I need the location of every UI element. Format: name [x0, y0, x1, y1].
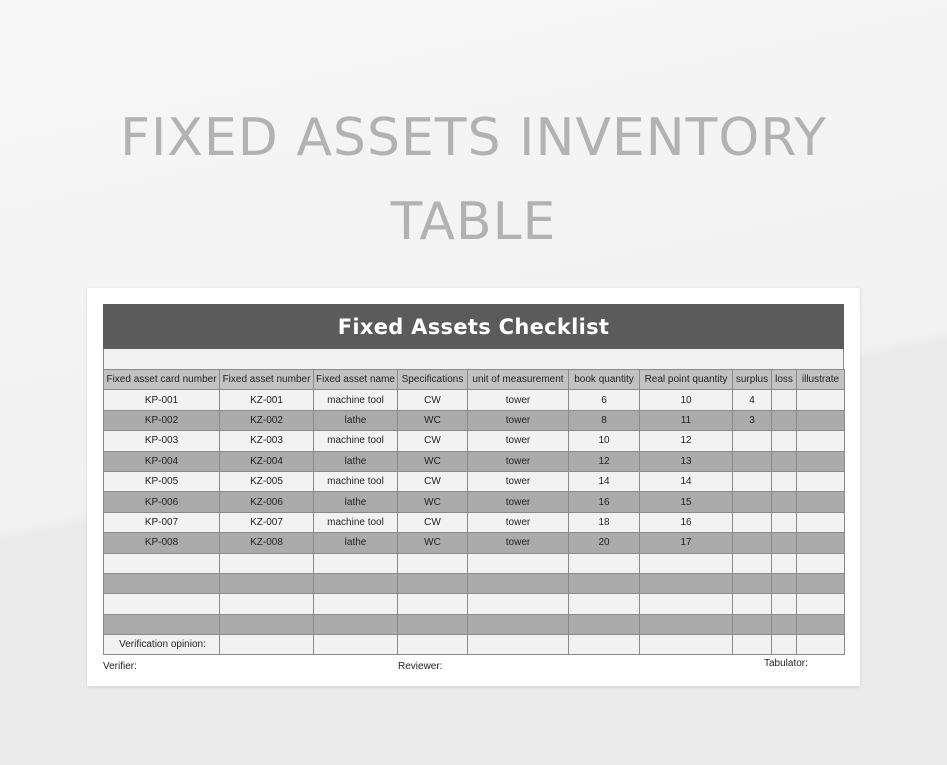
table-cell: 6	[569, 390, 640, 410]
page-title-line-1: FIXED ASSETS INVENTORY	[120, 108, 827, 168]
table-cell: WC	[398, 451, 468, 471]
column-header: Fixed asset name	[314, 370, 398, 390]
table-cell	[569, 635, 640, 655]
table-cell	[797, 553, 845, 573]
table-cell	[797, 471, 845, 491]
table-cell: 3	[733, 410, 772, 430]
table-cell	[733, 512, 772, 532]
column-header: Specifications	[398, 370, 468, 390]
table-cell: CW	[398, 471, 468, 491]
table-cell: KP-008	[104, 533, 220, 553]
table-cell	[314, 573, 398, 593]
table-cell	[220, 553, 314, 573]
table-cell	[468, 553, 569, 573]
table-cell	[772, 553, 797, 573]
table-cell	[640, 635, 733, 655]
table-cell: 20	[569, 533, 640, 553]
table-row	[104, 471, 845, 491]
table-cell: 18	[569, 512, 640, 532]
table-cell	[398, 594, 468, 614]
spreadsheet-preview	[87, 288, 860, 686]
table-cell: KP-005	[104, 471, 220, 491]
table-cell: WC	[398, 533, 468, 553]
table-cell	[398, 573, 468, 593]
table-cell	[772, 533, 797, 553]
table-cell: tower	[468, 512, 569, 532]
page-title	[0, 96, 947, 264]
table-cell: machine tool	[314, 390, 398, 410]
table-cell	[398, 553, 468, 573]
table-cell	[640, 594, 733, 614]
table-cell	[398, 635, 468, 655]
table-cell	[569, 594, 640, 614]
table-cell: KZ-002	[220, 410, 314, 430]
table-cell	[733, 614, 772, 634]
table-cell	[733, 573, 772, 593]
table-cell	[104, 614, 220, 634]
table-cell: tower	[468, 390, 569, 410]
table-cell: tower	[468, 431, 569, 451]
table-cell: KZ-001	[220, 390, 314, 410]
table-cell	[314, 553, 398, 573]
table-row	[104, 614, 845, 634]
table-cell: KZ-003	[220, 431, 314, 451]
signature-footer	[103, 655, 844, 677]
table-cell: 12	[569, 451, 640, 471]
table-cell	[797, 594, 845, 614]
column-header: unit of measurement	[468, 370, 569, 390]
table-cell	[468, 635, 569, 655]
table-cell: tower	[468, 471, 569, 491]
verification-opinion-label: Verification opinion:	[104, 635, 220, 655]
table-cell: KP-006	[104, 492, 220, 512]
table-cell	[797, 390, 845, 410]
table-cell	[220, 635, 314, 655]
table-cell	[733, 533, 772, 553]
table-cell	[772, 390, 797, 410]
table-cell: KZ-005	[220, 471, 314, 491]
table-body	[104, 390, 845, 655]
column-header: loss	[772, 370, 797, 390]
table-cell	[797, 410, 845, 430]
table-cell	[797, 431, 845, 451]
table-cell	[569, 573, 640, 593]
table-row	[104, 553, 845, 573]
table-cell	[569, 614, 640, 634]
table-cell	[733, 594, 772, 614]
table-cell	[797, 451, 845, 471]
table-row	[104, 533, 845, 553]
table-cell	[104, 553, 220, 573]
table-cell: CW	[398, 512, 468, 532]
table-cell: 16	[640, 512, 733, 532]
table-cell	[220, 614, 314, 634]
table-cell: KZ-006	[220, 492, 314, 512]
table-cell	[733, 492, 772, 512]
table-cell: KZ-008	[220, 533, 314, 553]
spacer-row	[103, 349, 844, 369]
tabulator-label: Tabulator:	[764, 658, 808, 670]
table-cell: machine tool	[314, 471, 398, 491]
table-cell: KZ-004	[220, 451, 314, 471]
table-cell	[797, 573, 845, 593]
table-row	[104, 410, 845, 430]
table-cell	[640, 553, 733, 573]
table-cell: KP-003	[104, 431, 220, 451]
table-cell	[104, 573, 220, 593]
column-header: Fixed asset card number	[104, 370, 220, 390]
table-cell: 8	[569, 410, 640, 430]
table-cell: machine tool	[314, 431, 398, 451]
table-cell: CW	[398, 390, 468, 410]
table-cell	[314, 635, 398, 655]
table-cell	[797, 533, 845, 553]
table-cell	[772, 594, 797, 614]
table-cell	[733, 451, 772, 471]
table-cell	[314, 594, 398, 614]
table-cell: lathe	[314, 533, 398, 553]
table-cell	[468, 594, 569, 614]
reviewer-label: Reviewer:	[398, 661, 443, 673]
table-cell: tower	[468, 533, 569, 553]
table-cell: KZ-007	[220, 512, 314, 532]
spreadsheet-content	[103, 304, 844, 677]
table-cell: 15	[640, 492, 733, 512]
table-cell: 13	[640, 451, 733, 471]
table-row	[104, 431, 845, 451]
table-cell: KP-001	[104, 390, 220, 410]
table-cell: 12	[640, 431, 733, 451]
table-cell	[733, 635, 772, 655]
table-cell: 10	[640, 390, 733, 410]
table-cell	[772, 471, 797, 491]
table-cell: 17	[640, 533, 733, 553]
table-cell	[468, 573, 569, 593]
table-cell: 10	[569, 431, 640, 451]
table-cell	[733, 431, 772, 451]
table-row	[104, 512, 845, 532]
table-cell	[772, 635, 797, 655]
table-cell: KP-007	[104, 512, 220, 532]
table-row	[104, 390, 845, 410]
page-title-line-2: TABLE	[390, 192, 557, 252]
table-cell	[797, 512, 845, 532]
table-cell: WC	[398, 410, 468, 430]
table-row	[104, 451, 845, 471]
table-cell: 14	[569, 471, 640, 491]
table-cell: 14	[640, 471, 733, 491]
table-cell	[640, 573, 733, 593]
table-row	[104, 492, 845, 512]
table-cell: tower	[468, 410, 569, 430]
table-cell	[772, 614, 797, 634]
table-cell	[733, 471, 772, 491]
column-header: surplus	[733, 370, 772, 390]
table-cell	[220, 594, 314, 614]
table-cell	[314, 614, 398, 634]
table-cell	[772, 573, 797, 593]
table-cell	[797, 635, 845, 655]
column-header: Fixed asset number	[220, 370, 314, 390]
table-header-row	[104, 370, 845, 390]
table-cell	[733, 553, 772, 573]
table-cell: KP-002	[104, 410, 220, 430]
table-cell: 11	[640, 410, 733, 430]
table-row	[104, 594, 845, 614]
table-cell	[772, 492, 797, 512]
table-cell	[797, 614, 845, 634]
table-cell: KP-004	[104, 451, 220, 471]
table-cell	[569, 553, 640, 573]
table-cell	[640, 614, 733, 634]
table-cell	[468, 614, 569, 634]
table-cell: machine tool	[314, 512, 398, 532]
table-row	[104, 573, 845, 593]
table-cell	[772, 512, 797, 532]
table-cell	[220, 573, 314, 593]
table-cell	[797, 492, 845, 512]
table-cell: CW	[398, 431, 468, 451]
table-cell: lathe	[314, 451, 398, 471]
table-cell	[772, 451, 797, 471]
column-header: Real point quantity	[640, 370, 733, 390]
table-cell: lathe	[314, 410, 398, 430]
column-header: illustrate	[797, 370, 845, 390]
table-cell: WC	[398, 492, 468, 512]
column-header: book quantity	[569, 370, 640, 390]
table-cell	[772, 410, 797, 430]
verifier-label: Verifier:	[103, 661, 137, 673]
table-cell	[104, 594, 220, 614]
verification-row	[104, 635, 845, 655]
table-cell: 16	[569, 492, 640, 512]
table-cell: lathe	[314, 492, 398, 512]
sheet-banner: Fixed Assets Checklist	[103, 304, 844, 349]
table-cell	[772, 431, 797, 451]
table-cell: tower	[468, 492, 569, 512]
table-cell	[398, 614, 468, 634]
table-cell: tower	[468, 451, 569, 471]
table-cell: 4	[733, 390, 772, 410]
inventory-table	[103, 369, 845, 655]
